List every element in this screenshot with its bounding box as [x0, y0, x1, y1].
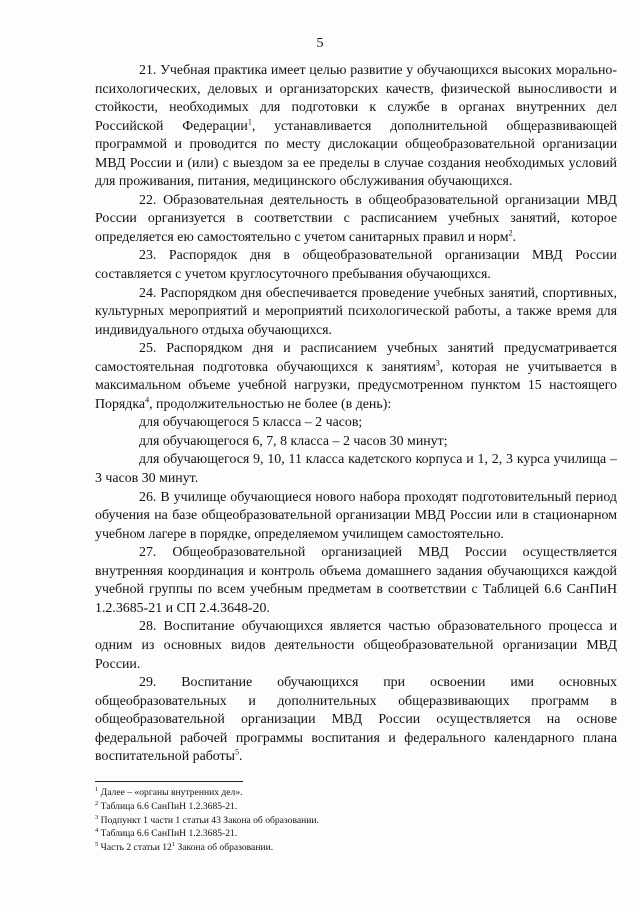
paragraph-24: 24. Распорядком дня обеспечивается проведение учебных занятий, спортивных, культурных мероприятий и мероприятий психологической работы, а также время для индивидуального отдыха обучающихся. [95, 285, 617, 338]
footnote-ref: 2 [508, 228, 513, 238]
paragraph-26: 26. В училище обучающиеся нового набора проходят подготовительный период обучения на базе общеобразовательной организации МВД России или в стационарном учебном лагере в порядке, определяемом училищем самостоятельно. [95, 489, 617, 542]
footnote-divider [95, 781, 243, 782]
footnote-ref: 1 [247, 117, 252, 127]
footnote-ref: 3 [435, 358, 440, 368]
paragraph-21: 21. Учебная практика имеет целью развитие у обучающихся высоких морально-психологических, деловых и организаторских качеств, физической выносливости и стойкости, необходимых для подготовки к службе в органах внутренних дел Российской Федерации$^1$, устанавливается дополнительной общеразвивающей программой и проводится по месту дислокации общеобразовательной организации МВД России и (или) с выездом за ее пределы в случае создания необходимых условий для проживания, питания, медицинского обслуживания обучающихся. [95, 63, 618, 190]
paragraph-25: 25. Распорядком дня и расписанием учебных занятий предусматривается самостоятельная подготовка обучающихся к занятиям$^3$, которая не учитывается в максимальном объеме учебной нагрузки, предусмотренном пунктом 15 настоящего Порядка$^4$, продолжительностью не более (в день): [95, 341, 617, 412]
page-number: 5 [316, 36, 324, 51]
footnote: $^2$ Таблица 6.6 СанПиН 1.2.3685-21. [95, 799, 238, 812]
footnotes [95, 786, 615, 855]
footnote: $^1$ Далее – «органы внутренних дел». [95, 785, 243, 798]
footnote-ref: 4 [145, 395, 150, 405]
paragraph-28: 28. Воспитание обучающихся является частью образовательного процесса и одним из основных видов деятельности общеобразовательной организации МВД России. [95, 619, 617, 672]
list-item: для обучающегося 6, 7, 8 класса – 2 часов 30 минут; [139, 433, 448, 449]
paragraph-27: 27. Общеобразовательной организацией МВД России осуществляется внутренняя координация и контроль объема домашнего задания обучающихся каждой учебной группы по всем учебным предметам в соответствии с Таблицей 6.6 СанПиН 1.2.3685-21 и СП 2.4.3648-20. [95, 545, 617, 616]
paragraph-22: 22. Образовательная деятельность в общеобразовательной организации МВД России организуется в соответствии с расписанием учебных занятий, которое определяется ею самостоятельно с учетом санитарных правил и норм$^2$. [95, 192, 617, 245]
footnote-ref: 5 [234, 747, 239, 757]
list-item: для обучающегося 5 класса – 2 часов; [139, 415, 363, 431]
list-item: для обучающегося 9, 10, 11 класса кадетского корпуса и 1, 2, 3 курса училища – 3 часов 30 минут. [95, 452, 617, 487]
footnote: $^3$ Подпункт 1 части 1 статьи 43 Закона об образовании. [95, 813, 319, 826]
footnote: $^5$ Часть 2 статьи $12^1$ Закона об образовании. [95, 841, 274, 854]
footnote: $^4$ Таблица 6.6 СанПиН 1.2.3685-21. [95, 827, 238, 840]
paragraph-29: 29. Воспитание обучающихся при освоении ими основных общеобразовательных и дополнительных общеразвивающих программ в общеобразовательной организации МВД России осуществляется на основе федеральной рабочей программы воспитания и федерального календарного плана воспитательной работы$^5$. [95, 675, 617, 765]
paragraph-23: 23. Распорядок дня в общеобразовательной организации МВД России составляется с учетом круглосуточного пребывания обучающихся. [95, 248, 617, 283]
document-body [95, 62, 617, 767]
